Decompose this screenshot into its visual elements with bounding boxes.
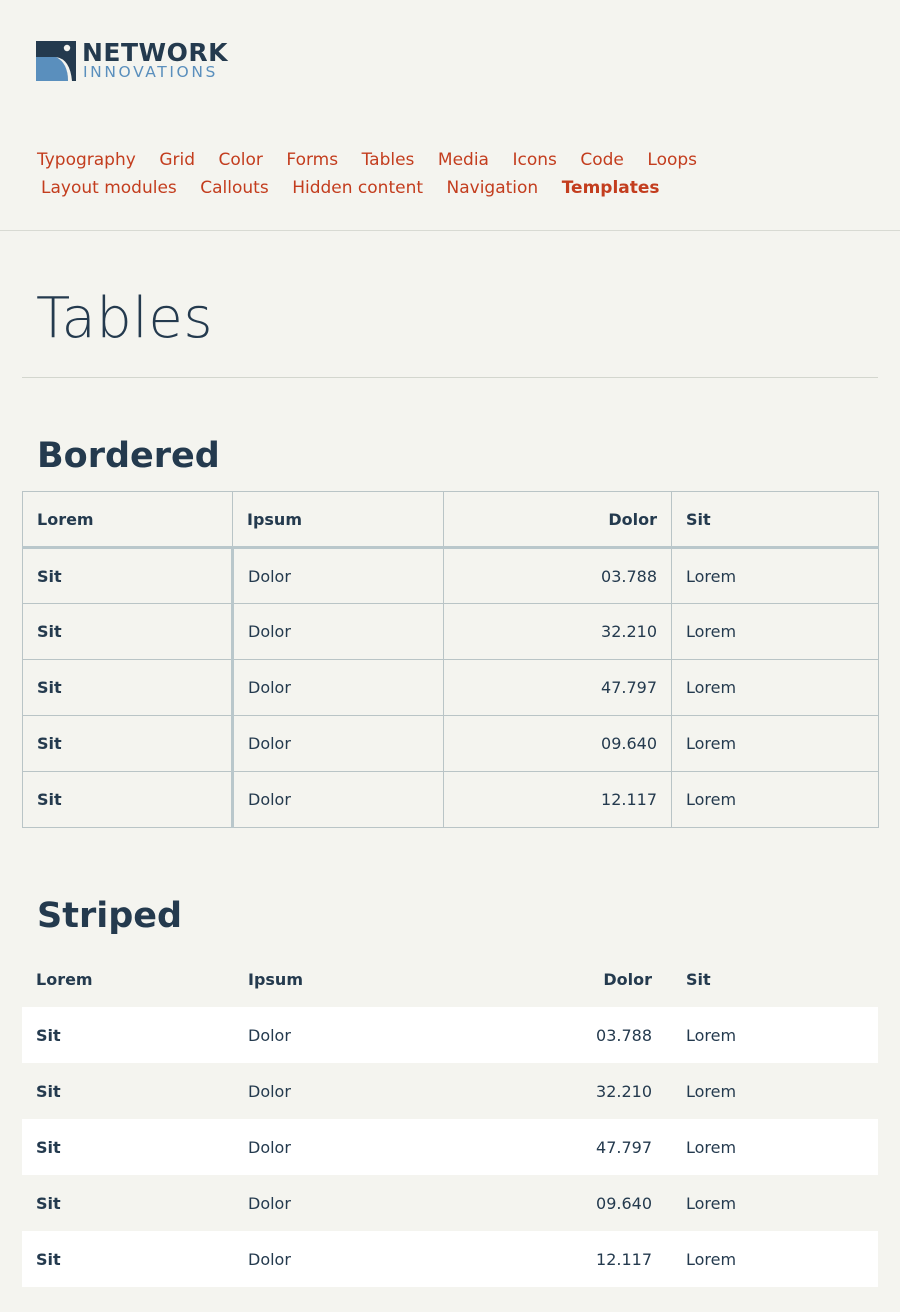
table-cell: Lorem — [686, 1081, 737, 1101]
column-header: Sit — [686, 969, 711, 989]
table-cell: 09.640 — [444, 716, 672, 772]
table-cell: Sit — [23, 660, 233, 716]
nav-link-loops[interactable]: Loops — [647, 150, 698, 170]
table-cell: 12.117 — [444, 772, 672, 828]
nav-row-1 — [37, 146, 757, 174]
table-cell: Dolor — [248, 1025, 291, 1045]
table-cell: Dolor — [248, 1193, 291, 1213]
table-row — [22, 1007, 878, 1063]
column-header: Lorem — [36, 969, 93, 989]
nav-link-tables[interactable]: Tables — [361, 150, 415, 170]
nav-link-color[interactable]: Color — [218, 150, 263, 170]
brand-logo[interactable] — [36, 38, 276, 81]
table-cell: Sit — [36, 1081, 61, 1101]
table-cell: Sit — [23, 548, 233, 604]
column-header: Lorem — [23, 492, 233, 548]
logo-mark-icon — [36, 41, 76, 81]
table-cell: Dolor — [233, 660, 444, 716]
table-cell: Dolor — [233, 716, 444, 772]
table-row — [23, 660, 879, 716]
table-row — [22, 1175, 878, 1231]
column-header: Ipsum — [233, 492, 444, 548]
bordered-heading: Bordered — [37, 436, 220, 476]
table-cell: Dolor — [248, 1249, 291, 1269]
site-header — [0, 0, 900, 231]
table-row — [23, 716, 879, 772]
table-cell: 03.788 — [596, 1025, 652, 1045]
table-cell: 12.117 — [596, 1249, 652, 1269]
table-row — [23, 548, 879, 604]
table-cell: Dolor — [233, 604, 444, 660]
table-cell: Lorem — [672, 548, 879, 604]
table-cell: Lorem — [672, 772, 879, 828]
table-cell: 32.210 — [596, 1081, 652, 1101]
nav-link-icons[interactable]: Icons — [512, 150, 557, 170]
table-cell: Lorem — [686, 1249, 737, 1269]
column-header: Ipsum — [248, 969, 303, 989]
nav-link-forms[interactable]: Forms — [286, 150, 339, 170]
table-cell: 47.797 — [444, 660, 672, 716]
table-cell: Dolor — [233, 772, 444, 828]
nav-link-typography[interactable]: Typography — [37, 150, 136, 170]
table-cell: Sit — [36, 1249, 61, 1269]
striped-heading: Striped — [37, 896, 183, 936]
table-cell: Sit — [36, 1137, 61, 1157]
table-cell: Sit — [36, 1193, 61, 1213]
title-divider — [22, 377, 878, 378]
table-cell: Lorem — [686, 1193, 737, 1213]
table-row — [22, 1063, 878, 1119]
table-cell: 47.797 — [596, 1137, 652, 1157]
table-row — [23, 604, 879, 660]
table-row — [23, 772, 879, 828]
nav-link-hidden-content[interactable]: Hidden content — [292, 178, 424, 198]
nav-link-layout-modules[interactable]: Layout modules — [41, 178, 177, 198]
nav-link-code[interactable]: Code — [580, 150, 624, 170]
table-cell: Dolor — [248, 1081, 291, 1101]
table-row — [22, 1119, 878, 1175]
table-cell: 32.210 — [444, 604, 672, 660]
column-header: Dolor — [603, 969, 652, 989]
table-row — [22, 1231, 878, 1287]
bordered-table — [22, 491, 879, 828]
table-cell: Lorem — [686, 1137, 737, 1157]
table-cell: Dolor — [248, 1137, 291, 1157]
brand-name-line2: INNOVATIONS — [83, 63, 218, 81]
striped-table — [22, 951, 878, 1287]
table-cell: Sit — [36, 1025, 61, 1045]
table-cell: Sit — [23, 716, 233, 772]
table-cell: Lorem — [672, 660, 879, 716]
brand-name-line1: NETWORK — [82, 38, 229, 67]
table-cell: Lorem — [672, 604, 879, 660]
column-header: Dolor — [444, 492, 672, 548]
nav-link-media[interactable]: Media — [437, 150, 489, 170]
nav-link-templates[interactable]: Templates — [561, 178, 660, 198]
table-cell: 09.640 — [596, 1193, 652, 1213]
nav-link-navigation[interactable]: Navigation — [446, 178, 539, 198]
nav-row-2 — [37, 174, 757, 202]
nav-link-grid[interactable]: Grid — [159, 150, 195, 170]
table-cell: Sit — [23, 604, 233, 660]
table-cell: Lorem — [686, 1025, 737, 1045]
primary-nav — [37, 146, 757, 202]
table-header-row — [23, 492, 879, 548]
table-header-row — [22, 951, 878, 1007]
page-title: Tables — [36, 286, 213, 351]
table-cell: Lorem — [672, 716, 879, 772]
table-cell: 03.788 — [444, 548, 672, 604]
column-header: Sit — [672, 492, 879, 548]
nav-link-callouts[interactable]: Callouts — [200, 178, 269, 198]
table-cell: Dolor — [233, 548, 444, 604]
table-cell: Sit — [23, 772, 233, 828]
